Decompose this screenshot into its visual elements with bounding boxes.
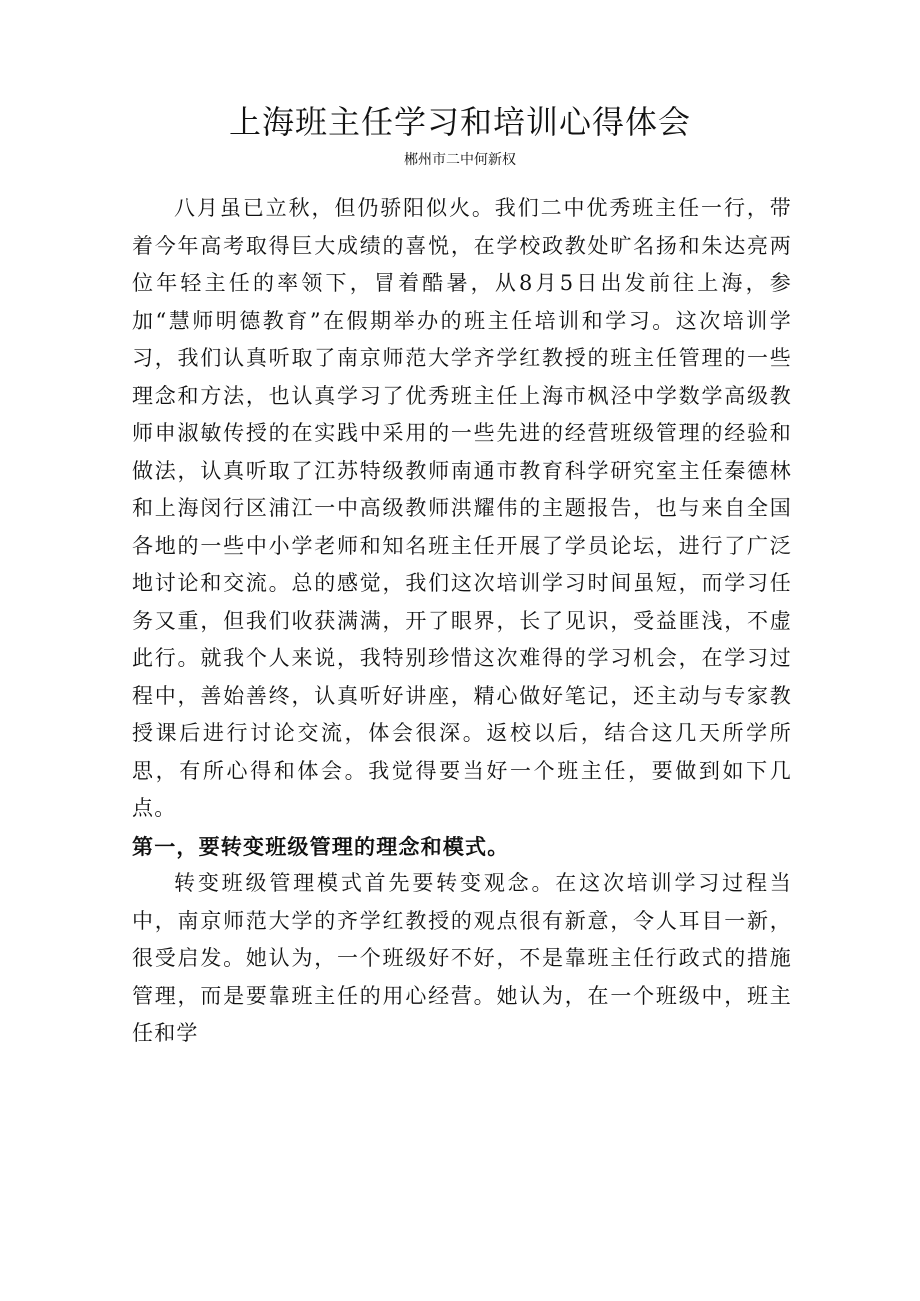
section-heading-1: 第一，要转变班级管理的理念和模式。: [132, 833, 510, 859]
document-body: [132, 160, 792, 1053]
document-title: 上海班主任学习和培训心得体会: [228, 103, 691, 141]
paragraph-intro: 八月虽已立秋，但仍骄阳似火。我们二中优秀班主任一行，带着今年高考取得巨大成绩的喜悦，在学校政教处旷名扬和朱达亮两位年轻主任的率领下，冒着酷暑，从8月5日出发前往上海，参加“慧师明德教育”在假期举办的班主任培训和学习。这次培训学习，我们认真听取了南京师范大学齐学红教授的班主任管理的一些理念和方法，也认真学习了优秀班主任上海市枫泾中学数学高级教师申淑敏传授的在实践中采用的一些先进的经营班级管理的经验和做法，认真听取了江苏特级教师南通市教育科学研究室主任秦德林和上海闵行区浦江一中高级教师洪耀伟的主题报告，也与来自全国各地的一些中小学老师和知名班主任开展了学员论坛，进行了广泛地讨论和交流。总的感觉，我们这次培训学习时间虽短，而学习任务又重，但我们收获满满，开了眼界，长了见识，受益匪浅，不虚此行。就我个人来说，我特别珍惜这次难得的学习机会，在学习过程中，善始善终，认真听好讲座，精心做好笔记，还主动与专家教授课后进行讨论交流，体会很深。返校以后，结合这几天所学所思，有所心得和体会。我觉得要当好一个班主任，要做到如下几点。: [132, 196, 792, 820]
paragraph-section-1: 转变班级管理模式首先要转变观念。在这次培训学习过程当中，南京师范大学的齐学红教授的观点很有新意，令人耳目一新，很受启发。她认为，一个班级好不好，不是靠班主任行政式的措施管理，而是要靠班主任的用心经营。她认为，在一个班级中，班主任和学: [132, 871, 792, 1045]
document-author: 郴州市二中何新权: [404, 152, 516, 168]
